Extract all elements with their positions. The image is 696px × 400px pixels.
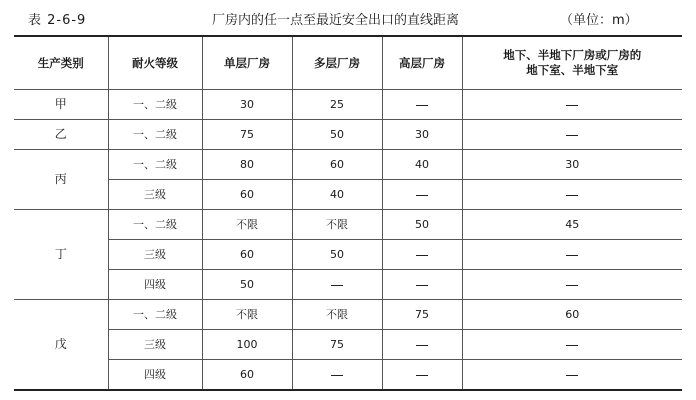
table-title: 厂房内的任一点至最近安全出口的直线距离 bbox=[212, 13, 460, 28]
category-cell-jia: 甲 bbox=[14, 90, 108, 120]
dash-mark bbox=[416, 195, 428, 196]
underground-cell: 60 bbox=[462, 300, 682, 330]
multi-storey-cell: 60 bbox=[292, 150, 382, 180]
fire-rating-cell: 一、二级 bbox=[108, 150, 202, 180]
dash-mark bbox=[416, 105, 428, 106]
single-storey-cell: 80 bbox=[202, 150, 292, 180]
header-underground-line2: 地下室、半地下室 bbox=[526, 63, 619, 77]
table-row bbox=[14, 240, 682, 270]
dash-mark bbox=[566, 105, 578, 106]
multi-storey-cell: 不限 bbox=[292, 210, 382, 240]
fire-rating-cell: 三级 bbox=[108, 240, 202, 270]
multi-storey-cell: 25 bbox=[292, 90, 382, 120]
single-storey-cell: 60 bbox=[202, 180, 292, 210]
fire-rating-cell: 一、二级 bbox=[108, 300, 202, 330]
dash-mark bbox=[331, 375, 343, 376]
dash-mark bbox=[566, 375, 578, 376]
high-rise-cell bbox=[382, 240, 462, 270]
table-row bbox=[14, 150, 682, 180]
underground-cell bbox=[462, 240, 682, 270]
table-row bbox=[14, 330, 682, 360]
multi-storey-cell bbox=[292, 360, 382, 391]
header-single-storey: 单层厂房 bbox=[202, 36, 292, 90]
table-row bbox=[14, 90, 682, 120]
underground-cell bbox=[462, 120, 682, 150]
underground-cell bbox=[462, 360, 682, 391]
dash-mark bbox=[331, 285, 343, 286]
underground-cell bbox=[462, 330, 682, 360]
multi-storey-cell: 75 bbox=[292, 330, 382, 360]
high-rise-cell bbox=[382, 360, 462, 391]
high-rise-cell: 75 bbox=[382, 300, 462, 330]
header-row bbox=[14, 36, 682, 90]
dash-mark bbox=[416, 255, 428, 256]
fire-rating-cell: 四级 bbox=[108, 270, 202, 300]
fire-rating-cell: 三级 bbox=[108, 330, 202, 360]
dash-mark bbox=[416, 375, 428, 376]
header-multi-storey: 多层厂房 bbox=[292, 36, 382, 90]
multi-storey-cell: 50 bbox=[292, 240, 382, 270]
high-rise-cell: 30 bbox=[382, 120, 462, 150]
single-storey-cell: 60 bbox=[202, 240, 292, 270]
underground-cell bbox=[462, 270, 682, 300]
table-row bbox=[14, 180, 682, 210]
underground-cell: 30 bbox=[462, 150, 682, 180]
fire-rating-cell: 一、二级 bbox=[108, 210, 202, 240]
header-category: 生产类别 bbox=[14, 36, 108, 90]
underground-cell: 45 bbox=[462, 210, 682, 240]
table-row bbox=[14, 300, 682, 330]
dash-mark bbox=[566, 195, 578, 196]
high-rise-cell bbox=[382, 270, 462, 300]
table-row bbox=[14, 120, 682, 150]
underground-cell bbox=[462, 90, 682, 120]
category-cell-wu: 戊 bbox=[14, 300, 108, 391]
fire-rating-cell: 四级 bbox=[108, 360, 202, 391]
single-storey-cell: 30 bbox=[202, 90, 292, 120]
dash-mark bbox=[566, 345, 578, 346]
high-rise-cell bbox=[382, 330, 462, 360]
single-storey-cell: 100 bbox=[202, 330, 292, 360]
category-cell-yi: 乙 bbox=[14, 120, 108, 150]
multi-storey-cell: 50 bbox=[292, 120, 382, 150]
table-row bbox=[14, 210, 682, 240]
underground-cell bbox=[462, 180, 682, 210]
header-fire-rating: 耐火等级 bbox=[108, 36, 202, 90]
distance-table bbox=[14, 35, 682, 391]
single-storey-cell: 50 bbox=[202, 270, 292, 300]
high-rise-cell: 40 bbox=[382, 150, 462, 180]
single-storey-cell: 75 bbox=[202, 120, 292, 150]
single-storey-cell: 60 bbox=[202, 360, 292, 391]
category-cell-ding: 丁 bbox=[14, 210, 108, 300]
fire-rating-cell: 一、二级 bbox=[108, 90, 202, 120]
table-number: 表 2-6-9 bbox=[28, 13, 87, 28]
dash-mark bbox=[416, 345, 428, 346]
dash-mark bbox=[566, 135, 578, 136]
single-storey-cell: 不限 bbox=[202, 210, 292, 240]
high-rise-cell bbox=[382, 180, 462, 210]
table-unit: （单位：m） bbox=[560, 13, 638, 28]
header-underground-line1: 地下、半地下厂房或厂房的 bbox=[503, 48, 642, 62]
fire-rating-cell: 一、二级 bbox=[108, 120, 202, 150]
table-row bbox=[14, 360, 682, 391]
high-rise-cell bbox=[382, 90, 462, 120]
dash-mark bbox=[566, 255, 578, 256]
multi-storey-cell: 40 bbox=[292, 180, 382, 210]
fire-rating-cell: 三级 bbox=[108, 180, 202, 210]
table-row bbox=[14, 270, 682, 300]
dash-mark bbox=[416, 285, 428, 286]
multi-storey-cell bbox=[292, 270, 382, 300]
multi-storey-cell: 不限 bbox=[292, 300, 382, 330]
header-underground bbox=[462, 36, 682, 90]
high-rise-cell: 50 bbox=[382, 210, 462, 240]
header-high-rise: 高层厂房 bbox=[382, 36, 462, 90]
single-storey-cell: 不限 bbox=[202, 300, 292, 330]
dash-mark bbox=[566, 285, 578, 286]
category-cell-bing: 丙 bbox=[14, 150, 108, 210]
table-caption bbox=[0, 0, 696, 34]
